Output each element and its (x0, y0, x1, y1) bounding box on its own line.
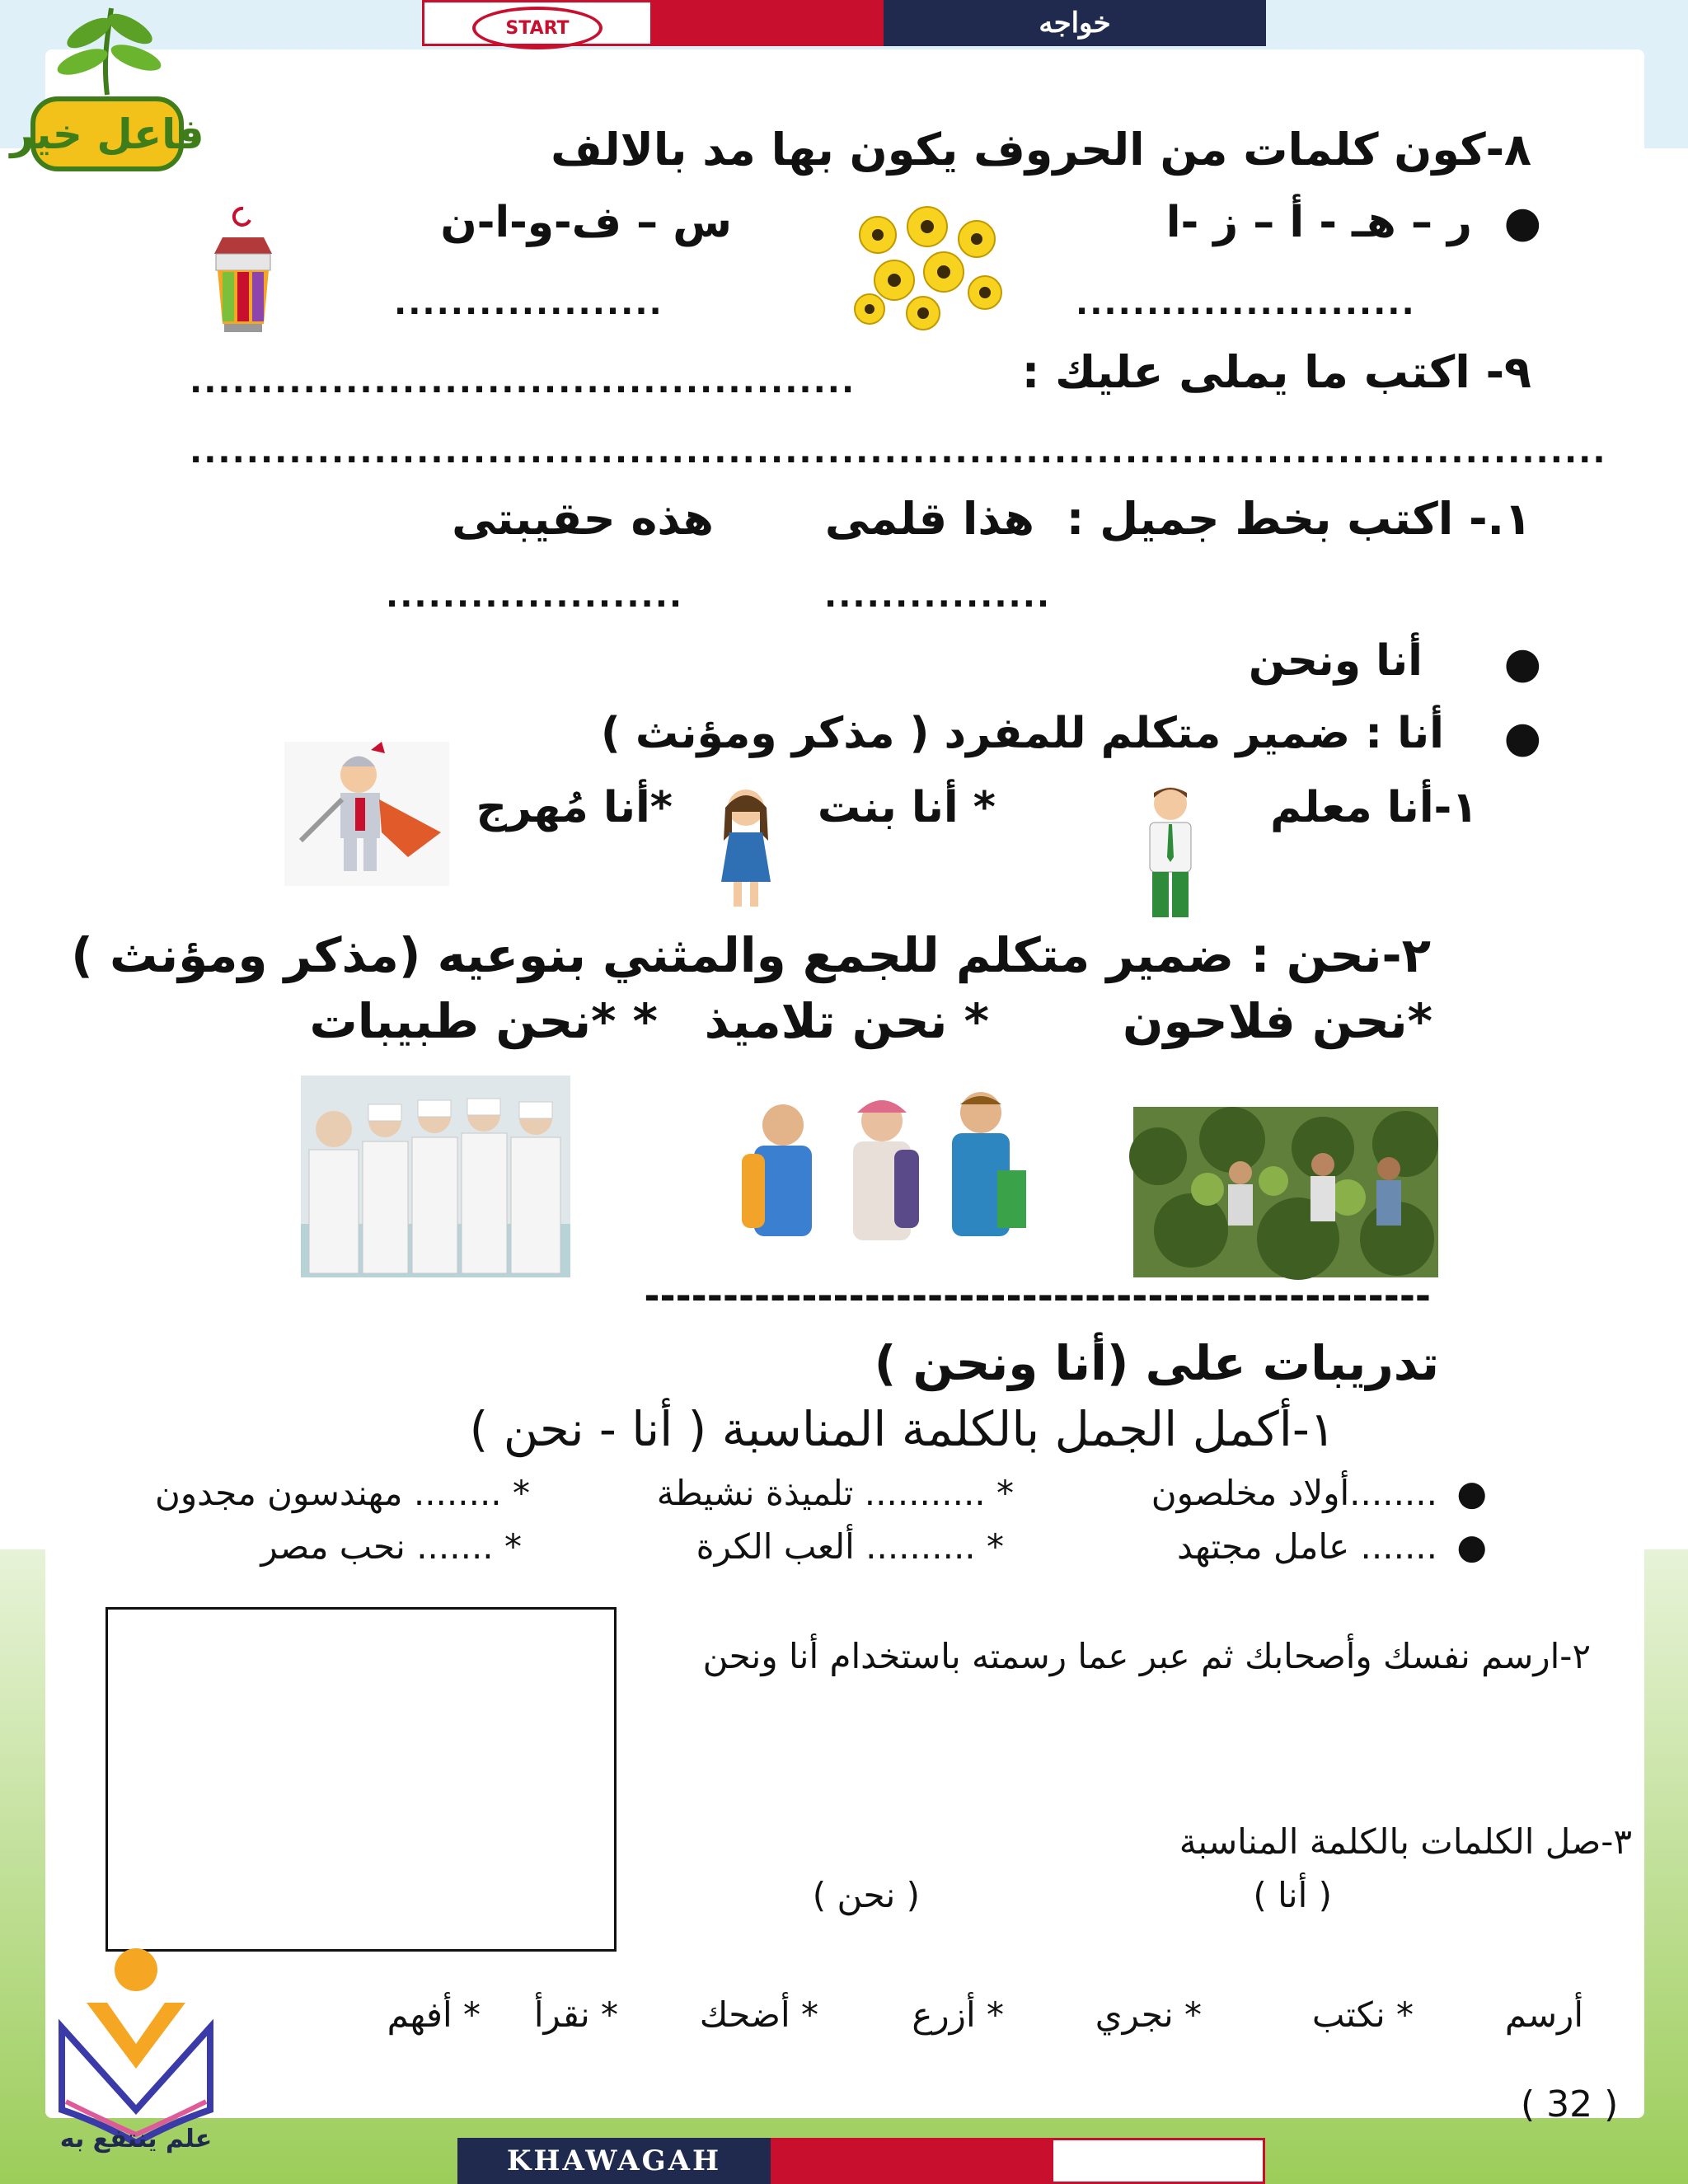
match-word-3[interactable]: * نجري (1095, 1994, 1202, 2035)
banner-stripe (653, 0, 884, 46)
ex3-title: ٣-صل الكلمات بالكلمة المناسبة (1179, 1821, 1632, 1862)
doctors-photo (301, 1076, 570, 1277)
faael-khair-logo (10, 4, 204, 177)
q10-blank2[interactable]: ..................... (386, 577, 684, 615)
ana-example-girl: * أنا بنت (817, 783, 996, 832)
section-separator: -------------------------------------------------- (644, 1273, 1431, 1318)
q8-letters-a: ر – هـ - أ – ز -ا (1165, 198, 1472, 247)
match-word-4[interactable]: * أزرع (912, 1994, 1004, 2035)
nahnu-example-students: * نحن تلاميذ (704, 993, 989, 1049)
banner-badge (1051, 2138, 1265, 2184)
top-banner (422, 0, 1266, 46)
q9-title: ٩- اكتب ما يملى عليك : (1021, 346, 1531, 398)
ex1-row1-a: ........أولاد مخلصون (1151, 1473, 1437, 1513)
banner-brand-arabic: خواجه (884, 0, 1266, 46)
sunflowers-icon (845, 202, 1010, 334)
lantern-icon (206, 204, 280, 336)
q9-line2[interactable]: .................................................................................................... (190, 433, 1607, 471)
q10-word2: هذه حقيبتى (452, 493, 714, 545)
q10-title: ١.- اكتب بخط جميل : (1066, 493, 1531, 545)
ex1-title: ١-أكمل الجمل بالكلمة المناسبة ( أنا - نحن ) (469, 1401, 1335, 1457)
match-word-2[interactable]: * نكتب (1311, 1994, 1414, 2035)
students-photo (734, 1088, 1034, 1277)
farmers-photo (1133, 1107, 1438, 1277)
page-number: ( 32 ) (1521, 2083, 1619, 2125)
bullet-icon: ● (1503, 713, 1541, 762)
logo-bottom-text: علم ينتفع به (59, 2125, 213, 2154)
q8-title: ٨-كون كلمات من الحروف يكون بها مد بالالف (551, 124, 1531, 176)
match-word-7[interactable]: * أفهم (387, 1994, 481, 2035)
bullet-icon: ● (1503, 198, 1541, 247)
ana-example-clown: *أنا مُهرج (476, 783, 673, 832)
girl-icon (709, 783, 783, 915)
nahnu-example-doctors: * *نحن طبيبات (309, 993, 658, 1049)
bullet-icon: ● (1503, 639, 1541, 688)
ilm-yuntafa-logo (49, 1945, 231, 2154)
logo-top-text: فاعل خير (10, 110, 204, 158)
start-badge (422, 0, 653, 46)
start-badge-label: START (472, 7, 603, 49)
ex1-row2-b: * .......... ألعب الكرة (696, 1526, 1004, 1567)
ex1-row2-a: ....... عامل مجتهد (1176, 1526, 1437, 1567)
bullet-icon: ● (1456, 1526, 1487, 1567)
match-word-6[interactable]: * نقرأ (533, 1994, 618, 2035)
choice-ana[interactable]: ( أنا ) (1253, 1875, 1332, 1915)
drawing-box[interactable] (106, 1607, 617, 1952)
q10-word1: هذا قلمى (824, 493, 1034, 545)
ex1-row1-c: * ........ مهندسون مجدون (155, 1473, 530, 1513)
choice-nahnu[interactable]: ( نحن ) (812, 1875, 920, 1915)
match-word-1[interactable]: أرسم (1504, 1994, 1583, 2035)
bullet-icon: ● (1456, 1473, 1487, 1513)
ex1-row1-b: * ........... تلميذة نشيطة (656, 1473, 1014, 1513)
nahnu-example-farmers: *نحن فلاحون (1123, 993, 1432, 1049)
q8-blank-b[interactable]: ................... (394, 284, 663, 322)
pronouns-heading: أنا ونحن (1248, 636, 1423, 686)
q8-letters-b: س – ف-و-ا-ن (440, 198, 732, 247)
q10-blank1[interactable]: ................ (824, 577, 1052, 615)
banner-brand-latin: KHAWAGAH (457, 2138, 771, 2184)
q9-line1[interactable]: ............................................... (190, 363, 856, 401)
ana-example-teacher: ١-أنا معلم (1270, 783, 1478, 832)
bottom-banner (457, 2138, 1265, 2184)
exercises-title: تدريبات على (أنا ونحن ) (874, 1335, 1439, 1391)
banner-stripe (771, 2138, 1051, 2184)
nahnu-definition: ٢-نحن : ضمير متكلم للجمع والمثني بنوعيه (مذكر ومؤنث ) (71, 927, 1431, 983)
ex1-row2-c: * ....... نحب مصر (260, 1526, 522, 1567)
clown-knight-icon (284, 742, 449, 886)
ex2-title: ٢-ارسم نفسك وأصحابك ثم عبر عما رسمته باستخدام أنا ونحن (702, 1636, 1591, 1676)
match-word-5[interactable]: * أضحك (699, 1994, 818, 2035)
q8-blank-a[interactable]: ........................ (1076, 284, 1416, 322)
teacher-icon (1129, 783, 1212, 923)
ana-definition: أنا : ضمير متكلم للمفرد ( مذكر ومؤنث ) (601, 709, 1444, 758)
